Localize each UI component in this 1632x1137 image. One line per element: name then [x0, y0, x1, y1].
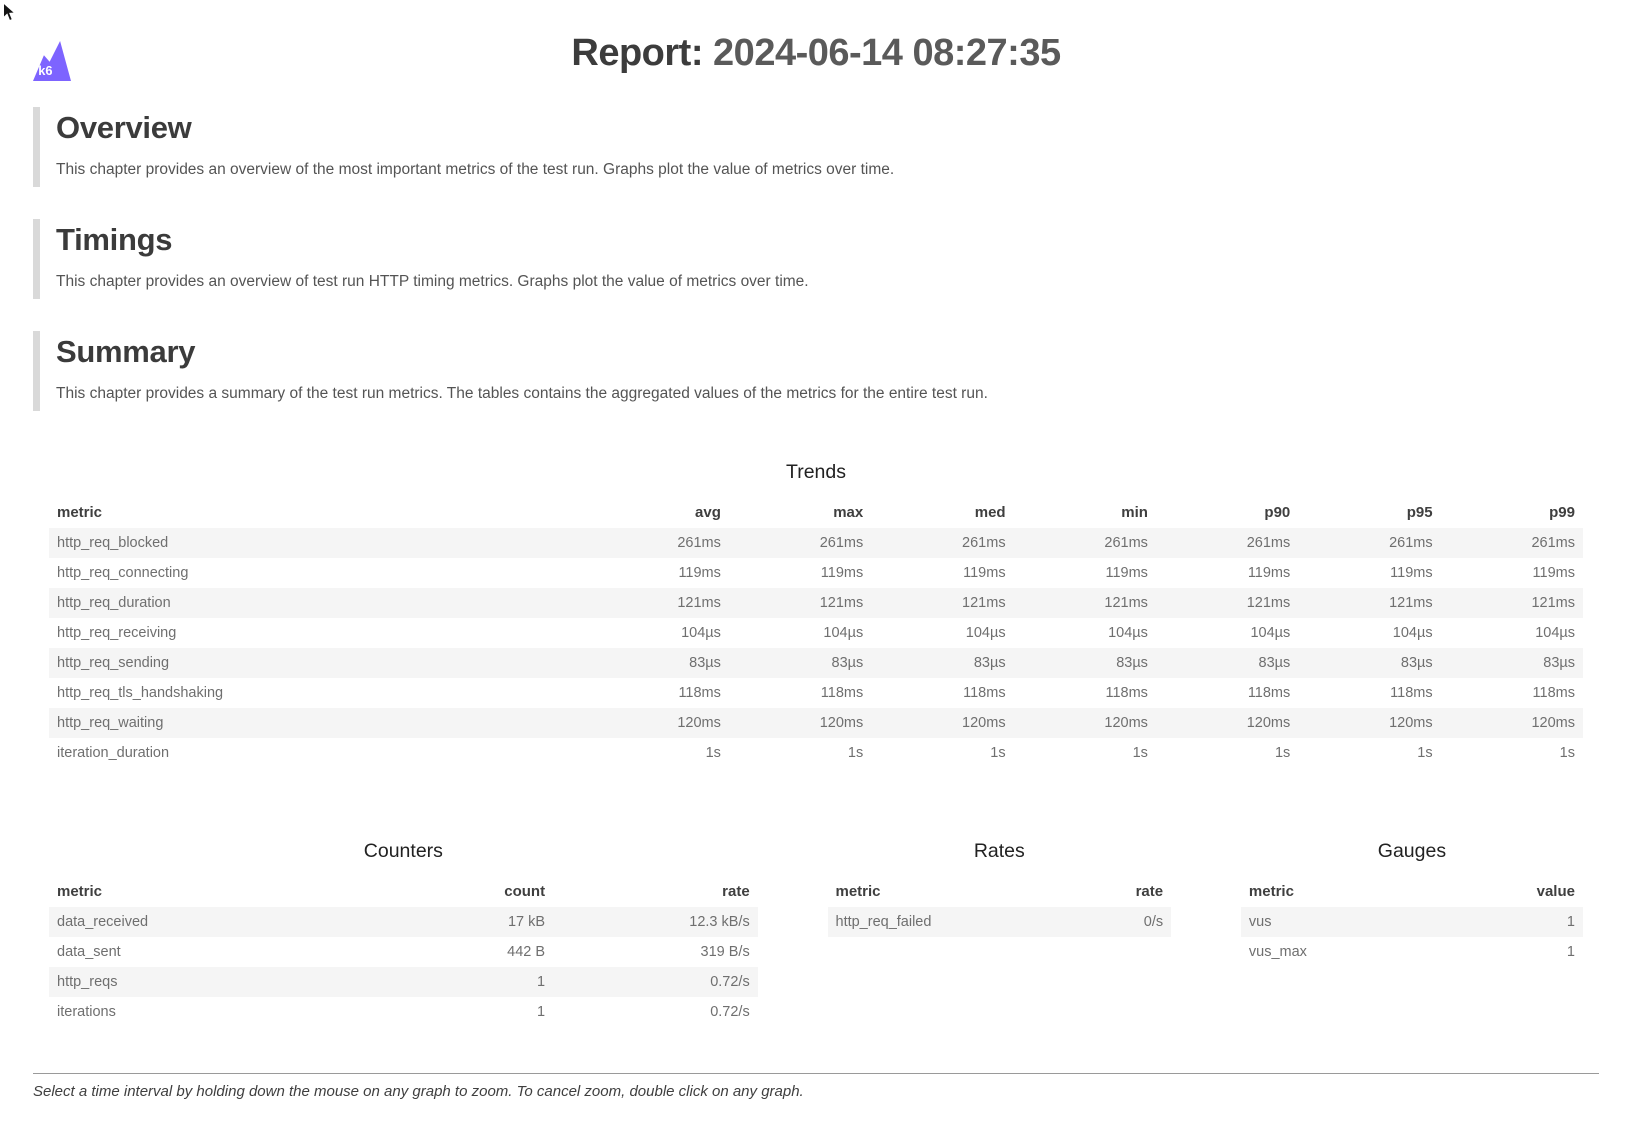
footer-note — [33, 1073, 1599, 1100]
metric-cell: http_reqs — [57, 974, 118, 990]
metric-cell: iterations — [57, 1004, 116, 1020]
value-cell: 119ms — [1247, 565, 1291, 581]
counters-table-title: Counters — [363, 840, 443, 862]
column-header-value: value — [1536, 883, 1575, 900]
gauges-table — [1241, 840, 1583, 967]
value-cell: 83µs — [1543, 655, 1575, 671]
column-header-max: max — [833, 504, 864, 521]
gauges-section — [1241, 840, 1583, 967]
value-cell: 119ms — [678, 565, 721, 581]
report-body — [0, 107, 1632, 1027]
rates-table-title: Rates — [973, 840, 1025, 862]
value-cell: 83µs — [831, 655, 864, 671]
table-row — [49, 738, 1583, 768]
value-cell: 0/s — [1143, 914, 1164, 930]
value-cell: 1s — [990, 745, 1006, 761]
column-header-metric: metric — [1248, 883, 1294, 900]
column-header-metric: metric — [835, 883, 881, 900]
value-cell: 120ms — [1246, 715, 1291, 731]
value-cell: 120ms — [677, 715, 721, 731]
value-cell: 261ms — [819, 535, 864, 551]
value-cell: 118ms — [963, 685, 1006, 701]
value-cell: 104µs — [1392, 625, 1433, 641]
rates-table — [828, 840, 1172, 937]
table-row — [49, 558, 1583, 588]
value-cell: 118ms — [1105, 685, 1148, 701]
column-header-min: min — [1121, 504, 1148, 521]
column-header-rate: rate — [722, 883, 750, 900]
table-header-row — [49, 497, 1583, 528]
value-cell: 121ms — [1531, 595, 1575, 611]
value-cell: 120ms — [1389, 715, 1433, 731]
value-cell: 1s — [1132, 745, 1148, 761]
value-cell: 120ms — [962, 715, 1006, 731]
value-cell: 261ms — [962, 535, 1006, 551]
table-header-row — [1241, 876, 1583, 907]
value-cell: 1s — [1274, 745, 1291, 761]
metric-cell: http_req_duration — [57, 595, 171, 611]
metric-cell: data_received — [57, 914, 149, 930]
value-cell: 118ms — [820, 685, 864, 701]
value-cell: 261ms — [677, 535, 721, 551]
column-header-avg: avg — [695, 504, 721, 521]
value-cell: 17 kB — [507, 914, 546, 930]
value-cell: 121ms — [962, 595, 1006, 611]
table-header-row — [828, 876, 1172, 907]
column-header-med: med — [974, 504, 1006, 521]
metric-cell: http_req_waiting — [57, 715, 164, 731]
table-row — [49, 997, 758, 1027]
value-cell: 1 — [537, 1004, 546, 1020]
value-cell: 0.72/s — [710, 974, 750, 990]
metric-cell: http_req_failed — [835, 914, 932, 930]
table-header-row — [49, 876, 758, 907]
value-cell: 1s — [705, 745, 721, 761]
column-header-rate: rate — [1135, 883, 1164, 900]
value-cell: 1 — [537, 974, 546, 990]
footer-note-text: Select a time interval by holding down the mouse on any graph to zoom. To cancel zoom, double click on any graph. — [33, 1083, 804, 1100]
value-cell: 104µs — [1250, 625, 1291, 641]
gauges-table-title: Gauges — [1377, 840, 1447, 862]
column-header-metric: metric — [57, 504, 103, 521]
metric-cell: iteration_duration — [57, 745, 170, 761]
report-header — [0, 0, 1632, 79]
metric-cell: http_req_receiving — [57, 625, 177, 641]
table-row — [49, 967, 758, 997]
table-row — [1241, 907, 1583, 937]
column-header-p99: p99 — [1549, 504, 1575, 521]
metric-cell: vus — [1248, 914, 1272, 930]
table-row — [49, 678, 1583, 708]
value-cell: 261ms — [1531, 535, 1575, 551]
section-summary-description: This chapter provides a summary of the test run metrics. The tables contains the aggregated values of the metrics for the entire test run. — [56, 385, 988, 402]
rates-section — [828, 840, 1172, 937]
section-summary-heading: Summary — [56, 334, 196, 369]
value-cell: 12.3 kB/s — [689, 914, 750, 930]
value-cell: 319 B/s — [700, 944, 750, 960]
table-row — [49, 708, 1583, 738]
value-cell: 83µs — [689, 655, 721, 671]
value-cell: 119ms — [1532, 565, 1575, 581]
value-cell: 1 — [1566, 914, 1575, 930]
value-cell: 104µs — [965, 625, 1006, 641]
value-cell: 104µs — [1535, 625, 1575, 641]
value-cell: 119ms — [820, 565, 864, 581]
metric-cell: data_sent — [57, 944, 121, 960]
table-row — [49, 588, 1583, 618]
column-header-count: count — [504, 883, 546, 900]
value-cell: 118ms — [1532, 685, 1575, 701]
page-title-timestamp: 2024-06-14 08:27:35 — [713, 32, 1061, 74]
metric-cell: http_req_connecting — [57, 565, 189, 581]
value-cell: 83µs — [1258, 655, 1291, 671]
table-row — [49, 907, 758, 937]
section-timings-description: This chapter provides an overview of test run HTTP timing metrics. Graphs plot the value of metrics over time. — [56, 273, 809, 290]
value-cell: 104µs — [1108, 625, 1148, 641]
value-cell: 118ms — [678, 685, 721, 701]
value-cell: 261ms — [1246, 535, 1291, 551]
page-title-label: Report: — [571, 32, 703, 74]
trends-table-title: Trends — [786, 461, 846, 483]
section-overview-heading: Overview — [56, 110, 192, 145]
table-row — [49, 528, 1583, 558]
value-cell: 1s — [1417, 745, 1433, 761]
value-cell: 121ms — [1104, 595, 1148, 611]
metric-cell: http_req_blocked — [57, 535, 169, 551]
value-cell: 83µs — [973, 655, 1006, 671]
value-cell: 119ms — [963, 565, 1006, 581]
value-cell: 261ms — [1104, 535, 1148, 551]
value-cell: 83µs — [1400, 655, 1433, 671]
value-cell: 1s — [1559, 745, 1575, 761]
value-cell: 83µs — [1116, 655, 1148, 671]
value-cell: 0.72/s — [710, 1004, 750, 1020]
counters-table — [49, 840, 758, 1027]
value-cell: 121ms — [1389, 595, 1433, 611]
table-row — [49, 648, 1583, 678]
value-cell: 120ms — [1531, 715, 1575, 731]
summary-tables-row — [49, 840, 1583, 1027]
value-cell: 261ms — [1389, 535, 1433, 551]
k6-logo-icon — [33, 40, 71, 87]
value-cell: 104µs — [823, 625, 864, 641]
counters-section — [49, 840, 758, 1027]
table-row — [828, 907, 1172, 937]
value-cell: 120ms — [819, 715, 864, 731]
value-cell: 442 B — [507, 944, 546, 960]
section-overview-description: This chapter provides an overview of the most important metrics of the test run. Graphs plot the value of metrics over time. — [56, 161, 895, 178]
mouse-cursor-icon — [2, 2, 17, 28]
value-cell: 120ms — [1104, 715, 1148, 731]
metric-cell: http_req_tls_handshaking — [57, 685, 224, 701]
metric-cell: vus_max — [1248, 944, 1307, 960]
column-header-p90: p90 — [1264, 504, 1291, 521]
table-row — [49, 937, 758, 967]
logo-text: k6 — [38, 63, 53, 79]
column-header-p95: p95 — [1406, 504, 1433, 521]
value-cell: 121ms — [819, 595, 864, 611]
value-cell: 121ms — [1246, 595, 1291, 611]
value-cell: 1s — [847, 745, 864, 761]
section-overview — [33, 107, 1599, 187]
page-title — [0, 32, 1632, 75]
section-timings-heading: Timings — [56, 222, 173, 257]
table-row — [1241, 937, 1583, 967]
value-cell: 118ms — [1390, 685, 1433, 701]
section-timings — [33, 219, 1599, 299]
value-cell: 121ms — [677, 595, 721, 611]
trends-section — [49, 461, 1583, 768]
value-cell: 104µs — [681, 625, 721, 641]
value-cell: 1 — [1566, 944, 1575, 960]
value-cell: 119ms — [1390, 565, 1433, 581]
trends-table — [49, 461, 1583, 768]
metric-cell: http_req_sending — [57, 655, 170, 671]
column-header-metric: metric — [57, 883, 103, 900]
value-cell: 119ms — [1105, 565, 1148, 581]
section-summary — [33, 331, 1599, 411]
table-row — [49, 618, 1583, 648]
value-cell: 118ms — [1247, 685, 1291, 701]
